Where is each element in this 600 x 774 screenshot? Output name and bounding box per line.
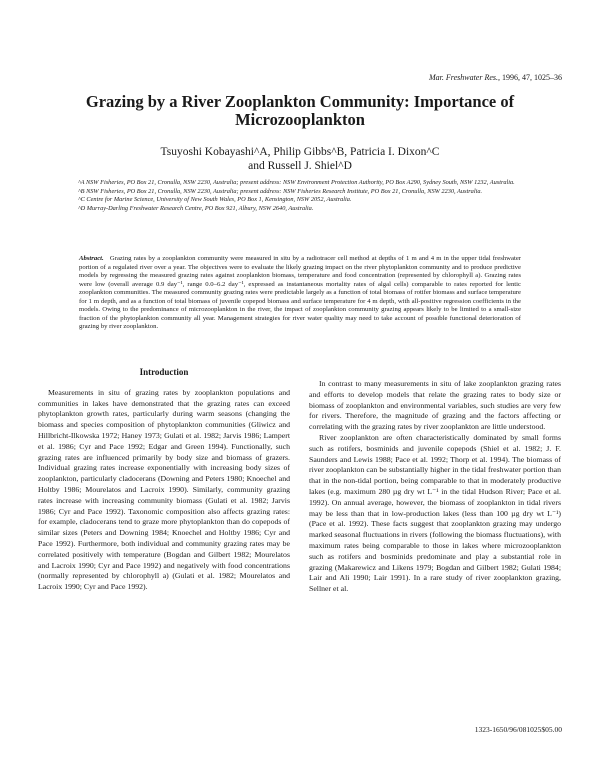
author-line-2: and Russell J. Shiel^D xyxy=(248,160,352,172)
left-column xyxy=(38,367,290,593)
right-paragraph-1: In contrast to many measurements in situ of lake zooplankton grazing rates and efforts to develop models that relate the grazing rates to body size or biomass of zooplankton and environmental variables, such studies are very few for rivers. Therefore, the magnitude of grazing and the factors affecting or correlating with the grazing rates by river zooplankton are little understood. xyxy=(309,379,561,432)
paper-title: Grazing by a River Zooplankton Community: Importance of Microzooplankton xyxy=(85,92,515,129)
affiliation-a: ^A NSW Fisheries, PO Box 21, Cronulla, NSW 2230, Australia; present address: NSW Environment Protection Authority, PO Box A290, Sydney South, NSW 1232, Australia. xyxy=(78,179,515,186)
abstract xyxy=(79,255,521,332)
affiliation-c: ^C Centre for Marine Science, University of New South Wales, PO Box 1, Kensington, NSW 2052, Australia. xyxy=(78,196,352,204)
footer-code: 1323-1650/96/081025$05.00 xyxy=(474,725,562,734)
abstract-text: Grazing rates by a zooplankton community were measured in situ by a radiotracer cell method at depths of 1 m and 4 m in the upper tidal freshwater portion of a regulated river over a year. The objectives were to evaluate the likely grazing impact on the river phytoplankton community and to produce predictive models by regressing the measured grazing rates against zooplankton biomass, temperature and food concentration (represented by chlorophyll a). Grazing rates were low (overall average 0.9 day⁻¹, range 0.0–6.2 day⁻¹, expressed as instantaneous mortality rates of algal cells) comparable to rates reported for lentic zooplankton communities. The measured community grazing rates were predictable largely as a function of total biomass of rotifer biomass and surface temperature for 1 m depth, and as a function of total biomass of juvenile copepod biomass and surface temperature for 4 m depth, with all-positive regression coefficients in the models. Owing to the predominance of microzooplankton in the river, the impact of zooplankton community grazing appears likely to be limited to a small-size fraction of the phytoplankton community all year. Management strategies for river water quality may need to take account of possible functional deterioration of grazing by river zooplankton. xyxy=(79,255,522,330)
affiliation-b: ^B NSW Fisheries, PO Box 21, Cronulla, NSW 2230, Australia; present address: NSW Fisheries Research Institute, PO Box 21, Cronulla, NSW 2230, Australia. xyxy=(78,187,483,195)
author-line-1: Tsuyoshi Kobayashi^A, Philip Gibbs^B, Patricia I. Dixon^C xyxy=(160,146,440,158)
right-paragraph-2: River zooplankton are often characteristically dominated by small forms such as rotifers, bosminids and juvenile copepods (Shiel et al. 1982; J. F. Saunders and Lewis 1988; Pace et al. 1992; Thorp et al. 1994). The biomass of river zooplankton can be substantially higher in the tidal freshwater portion than that in the non-tidal portion, being comparable to that in moderately productive lakes (e.g. maximum 280 µg dry wt L⁻¹ in the tidal Hudson River; Pace et al. 1992). On annual average, however, the biomass of zooplankton in tidal rivers may be less than that in low-production lakes (less than 100 µg dry wt L⁻¹) (Pace et al. 1992). These facts suggest that zooplankton grazing may undergo marked seasonal fluctuations in rivers (following the biomass fluctuations), with maximum rates being comparable to those in lakes where microzooplankton such as rotifers and bosminids predominate and play a substantial role in grazing (Makarewicz and Likens 1979; Bogdan and Gilbert 1982; Gulati 1984; Lair and Ali 1990; Lair 1991). In a rare study of river zooplankton grazing, Sellner et al. xyxy=(309,432,561,594)
journal-citation xyxy=(429,73,562,82)
right-column xyxy=(309,379,561,595)
affiliation-d: ^D Murray-Darling Freshwater Research Centre, PO Box 921, Albury, NSW 2640, Australia. xyxy=(78,204,314,212)
affiliations xyxy=(78,179,522,213)
left-paragraph-1: Measurements in situ of grazing rates by zooplankton populations and communities in lakes have demonstrated that the grazing rates can exceed phytoplankton growth rates, particularly during warm seasons (changing the biomass and species composition of phytoplankton communities (Gliwicz and Hillbricht-Ilkowska 1972; Haney 1973; Gulati et al. 1982; Jarvis 1986; Lampert et al. 1986; Cyr and Pace 1992; Edgar and Green 1994). Functionally, such grazing rates are influenced primarily by body size and biomass of grazers. Individual grazing rates increase exponentially with increasing body sizes of zooplankton, particularly cladocerans (Downing and Peters 1980; Knoechel and Holtby 1986; Mourelatos and Lacroix 1990). Similarly, community grazing rates increase with increasing community biomass (Gulati et al. 1982; Jarvis 1986; Cyr and Pace 1992). Taxonomic composition also affects grazing rates: for example, cladocerans tend to graze more phytoplankton than do copepods of similar sizes (Peters and Downing 1984; Knoechel and Holtby 1986; Cyr and Pace 1992). Furthermore, both individual and community grazing rates may be correlated positively with temperature (Bogdan and Gilbert 1982; Mourelatos and Lacroix 1990; Cyr and Pace 1992) and negatively with food concentrations (normally represented by chlorophyll a) (Gulati et al. 1982; Mourelatos and Lacroix 1990; Cyr and Pace 1992). xyxy=(38,387,290,592)
journal-name: Mar. Freshwater Res., xyxy=(428,73,500,82)
section-heading: Introduction xyxy=(139,367,189,377)
abstract-label: Abstract. xyxy=(79,255,104,262)
author-list xyxy=(60,145,540,173)
journal-volume: 1996, 47, 1025–36 xyxy=(502,73,562,82)
